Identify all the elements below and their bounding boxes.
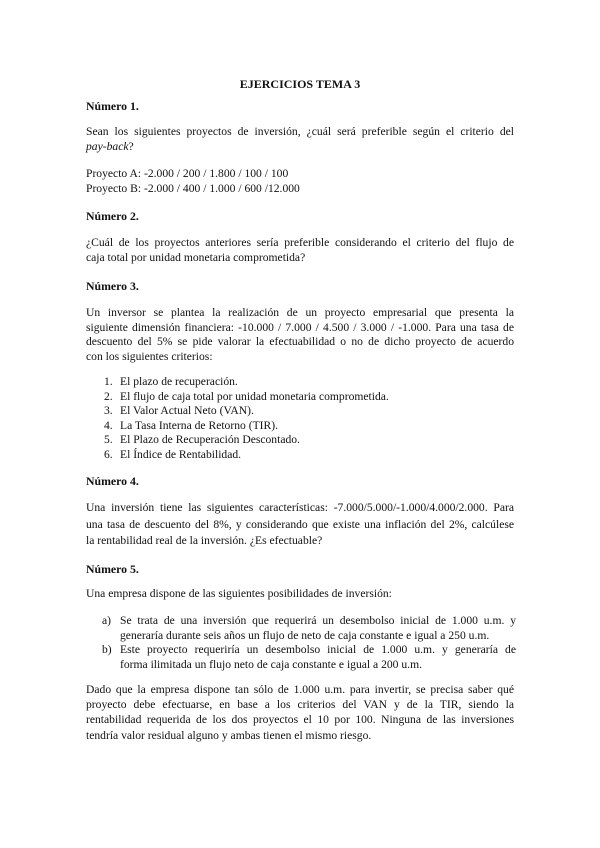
list-item: a) Se trata de una inversión que requerirá un desembolso inicial de 1.000 u.m. y generaría durante seis años un flujo de neto de caja constante e igual a 250 u.m. (102, 614, 516, 642)
question-mark: ? (128, 139, 134, 153)
exercise-3-line-3: descuento del 5% se pide valorar la efectuabilidad o no de dicho proyecto de acuerdo (86, 335, 514, 349)
pay-back-term: pay-back (86, 139, 129, 153)
project-b: Proyecto B: -2.000 / 400 / 1.000 / 600 /12.000 (86, 181, 300, 195)
exercise-2-text (86, 236, 514, 265)
list-item: 3. El Valor Actual Neto (VAN). (104, 404, 254, 418)
exercise-3-line-2: siguiente dimensión financiera: -10.000 / 7.000 / 4.500 / 3.000 / -1.000. Para una tasa de (86, 320, 514, 334)
exercise-5-options-list (86, 614, 516, 672)
list-item: b) Este proyecto requeriría un desembolso inicial de 1.000 u.m. y generaría de forma ilimitada un flujo neto de caja constante e igual a 200 u.m. (102, 643, 516, 671)
list-item: 2. El flujo de caja total por unidad monetaria comprometida. (104, 389, 389, 403)
exercise-2-heading: Número 2. (86, 209, 139, 223)
exercise-5-heading: Número 5. (86, 562, 139, 576)
project-a: Proyecto A: -2.000 / 200 / 1.800 / 100 / 100 (86, 167, 289, 180)
exercise-1-question-line-1: Sean los siguientes proyectos de inversión, ¿cuál será preferible según el criterio del (86, 125, 514, 138)
exercise-4-heading: Número 4. (86, 474, 139, 488)
exercise-2-line-1: ¿Cuál de los proyectos anteriores sería preferible considerando el criterio del flujo de (86, 236, 514, 249)
exercise-1-question (86, 125, 514, 154)
page-title: EJERCICIOS TEMA 3 (239, 77, 361, 91)
exercise-3-heading: Número 3. (86, 279, 139, 293)
list-item: 1. El plazo de recuperación. (104, 375, 238, 388)
exercise-4-text (86, 500, 514, 550)
exercise-3-line-1: Un inversor se plantea la realización de un proyecto empresarial que presenta la (86, 306, 514, 319)
exercise-1-question-line-2 (86, 140, 514, 155)
list-item: 4. La Tasa Interna de Retorno (TIR). (104, 418, 279, 432)
exercise-3-criteria-list (86, 375, 516, 463)
exercise-1-projects (86, 167, 514, 196)
exercise-3-line-4: con los siguientes criterios: (86, 349, 213, 363)
exercise-3-text (86, 306, 514, 364)
exercise-5-intro: Una empresa dispone de las siguientes posibilidades de inversión: (86, 587, 392, 600)
exercise-4-line-2: una tasa de descuento del 8%, y considerando que existe una inflación del 2%, calcúlese (86, 517, 514, 531)
exercise-4-line-3: la rentabilidad real de la inversión. ¿Es efectuable? (86, 534, 323, 547)
exercise-1-heading: Número 1. (86, 99, 139, 113)
list-item: 5. El Plazo de Recuperación Descontado. (104, 433, 300, 447)
exercise-5-conclusion: Dado que la empresa dispone tan sólo de 1.000 u.m. para invertir, se precisa saber qué proyecto debe efectuarse, en base a los criterios del VAN y de la TIR, siendo la rentabilidad requerida de los dos proyectos el 10 por 100. Ninguna de las inversiones tendría valor residual alguno y ambas tienen el mismo riesgo. (86, 683, 514, 742)
list-item: 6. El Índice de Rentabilidad. (104, 447, 242, 461)
exercise-2-line-2: caja total por unidad monetaria comprometida? (86, 250, 306, 264)
exercise-4-line-1: Una inversión tiene las siguientes características: -7.000/5.000/-1.000/4.000/2.000. Para (86, 501, 514, 514)
